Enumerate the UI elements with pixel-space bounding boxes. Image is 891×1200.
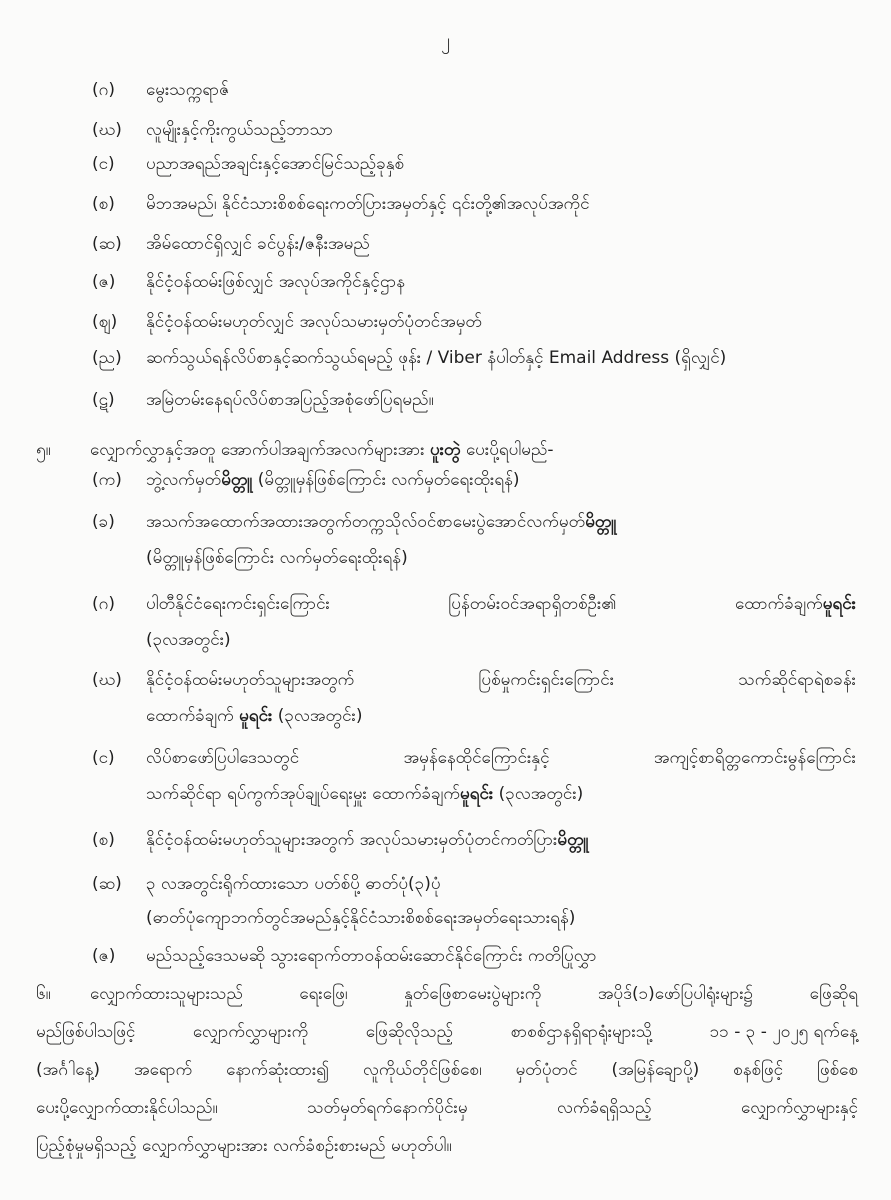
word: လျှောက်လွှာများကို — [192, 1022, 309, 1042]
item-b-text: ၃ လအတွင်းရိုက်ထားသော ပတ်စ်ပို့ ဓာတ်ပုံ(၃)ပုံ — [146, 874, 441, 894]
word: လျှောက်လွှာများနှင့် — [741, 1098, 858, 1118]
para-6-line-3 — [36, 1058, 858, 1082]
item-a-text: ဆက်သွယ်ရန်လိပ်စာနှင့်ဆက်သွယ်ရမည့် ဖုန်း / Viber နံပါတ်နှင့် Email Address (ရှိလျှင်) — [146, 348, 727, 368]
item-b-text — [146, 828, 589, 852]
text-span: ထောက်ခံချက် — [146, 706, 240, 726]
item-a-text: မိဘအမည်၊ နိုင်ငံသားစိစစ်ရေးကတ်ပြားအမှတ်နှင့် ၎င်းတို့၏အလုပ်အကိုင် — [146, 194, 590, 214]
item-a-text: မွေးသက္ကရာဇ် — [146, 80, 230, 100]
item-b-text: မည်သည့်ဒေသမဆို သွားရောက်တာဝန်ထမ်းဆောင်နိုင်ကြောင်း ကတိပြုလွှာ — [146, 946, 597, 966]
para-5-text-after: ပေးပို့ရပါမည်- — [460, 440, 554, 460]
item-b-text — [146, 592, 856, 616]
para-6-line-4 — [36, 1096, 858, 1120]
word: ပြန်တမ်းဝင်အရာရှိတစ်ဦး၏ — [448, 594, 617, 614]
word: ပေးပို့လျှောက်ထားနိုင်ပါသည်။ — [36, 1098, 218, 1118]
word: လူကိုယ်တိုင်ဖြစ်စေ၊ — [362, 1060, 482, 1080]
word: အရောက် — [133, 1060, 193, 1080]
item-a-text: ပညာအရည်အချင်းနှင့်အောင်မြင်သည့်ခုနှစ် — [146, 154, 405, 174]
item-b-text — [146, 668, 856, 692]
text-span: (မိတ္တူမှန်ဖြစ်ကြောင်း လက်မှတ်ရေးထိုးရန်) — [252, 470, 520, 490]
item-b-text-line2: (မိတ္တူမှန်ဖြစ်ကြောင်း လက်မှတ်ရေးထိုးရန်) — [146, 548, 408, 568]
word: နောက်ဆုံးထား၍ — [226, 1060, 330, 1080]
item-b-text-line2: (၃လအတွင်း) — [146, 630, 231, 650]
word: လက်ခံရရှိသည့် — [557, 1098, 652, 1118]
word: သတ်မှတ်ရက်နောက်ပိုင်းမှ — [307, 1098, 468, 1118]
word: သက်ဆိုင်ရာရဲစခန်း — [738, 670, 856, 690]
text-span: နိုင်ငံ့ဝန်ထမ်းမဟုတ်သူများအတွက် အလုပ်သမားမှတ်ပုံတင်ကတ်ပြား — [146, 830, 558, 850]
word: နှုတ်ဖြေစာမေးပွဲများကို — [404, 984, 542, 1004]
word: (အမြန်ချောပို့) — [611, 1060, 700, 1080]
word: နိုင်ငံ့ဝန်ထမ်းမဟုတ်သူများအတွက် — [146, 670, 355, 690]
item-a-label: (ဋ) — [92, 390, 115, 410]
para-5-number: ၅။ — [36, 440, 51, 460]
text-span: သက်ဆိုင်ရာ ရပ်ကွက်အုပ်ချုပ်ရေးမှူး ထောက်ခံချက် — [146, 784, 460, 804]
text-span: ဘွဲ့လက်မှတ် — [146, 470, 222, 490]
para-6-line-1 — [90, 982, 858, 1006]
item-a-text: နိုင်ငံ့ဝန်ထမ်းမဟုတ်လျှင် အလုပ်သမားမှတ်ပုံတင်အမှတ် — [146, 312, 482, 332]
word: အမှန်နေထိုင်ကြောင်းနှင့် — [403, 748, 550, 768]
word: အကျင့်စာရိတ္တကောင်းမွန်ကြောင်း — [653, 748, 856, 768]
page-number: ၂ — [441, 30, 450, 51]
item-a-label: (ည) — [92, 348, 122, 368]
word: အပိုဒ်(၁)ဖော်ပြပါရုံးများ၌ — [597, 984, 754, 1004]
para-6-line-5: ပြည့်စုံမှုမရှိသည့် လျှောက်လွှာများအား လက်ခံစဉ်းစားမည် မဟုတ်ပါ။ — [36, 1136, 452, 1156]
item-a-label: (ဃ) — [92, 120, 122, 140]
item-a-label: (ဂ) — [92, 80, 115, 100]
item-a-text: လူမျိုးနှင့်ကိုးကွယ်သည့်ဘာသာ — [146, 120, 334, 140]
item-b-text — [146, 746, 856, 770]
word: လိပ်စာဖော်ပြပါဒေသတွင် — [146, 748, 300, 768]
item-b-label: (င) — [92, 748, 115, 768]
item-a-label: (ဈ) — [92, 312, 118, 332]
para-5-bold: ပူးတွဲ — [429, 440, 461, 460]
para-6-line-2 — [36, 1020, 858, 1044]
item-a-text: အမြဲတမ်းနေရပ်လိပ်စာအပြည့်အစုံဖော်ပြရမည်။ — [146, 390, 434, 410]
item-b-text — [146, 468, 520, 492]
text-span: အသက်အထောက်အထားအတွက်တက္ကသိုလ်ဝင်စာမေးပွဲအောင်လက်မှတ် — [146, 512, 586, 532]
bold-span: မိတ္တူ — [221, 470, 253, 490]
item-a-label: (င) — [92, 154, 115, 174]
word: (အင်္ဂါနေ့) — [36, 1060, 101, 1080]
bold-span: မူရင်း — [239, 706, 273, 726]
item-b-text — [146, 510, 616, 534]
text-span: (၃လအတွင်း) — [493, 784, 584, 804]
word: ရေးဖြေ၊ — [299, 984, 348, 1004]
word: မှတ်ပုံတင် — [515, 1060, 578, 1080]
word: ဖြေဆိုလိုသည့် — [365, 1022, 454, 1042]
word — [735, 592, 856, 616]
word: ၁၁ - ၃ - ၂၀၂၅ ရက်နေ့ — [709, 1022, 858, 1042]
item-b-label: (ခ) — [92, 512, 115, 532]
item-a-text: နိုင်ငံ့ဝန်ထမ်းဖြစ်လျှင် အလုပ်အကိုင်နှင့်ဌာန — [146, 272, 406, 292]
word: စနစ်ဖြင့် — [733, 1060, 784, 1080]
item-b-label: (ဆ) — [92, 874, 122, 894]
para-5-text-before: လျှောက်လွှာနှင့်အတူ အောက်ပါအချက်အလက်များအား — [90, 440, 430, 460]
word: လျှောက်ထားသူများသည် — [90, 984, 243, 1004]
word: ပြစ်မှုကင်းရှင်းကြောင်း — [478, 670, 615, 690]
item-b-label: (က) — [92, 470, 122, 490]
word: ပါတီနိုင်ငံရေးကင်းရှင်းကြောင်း — [146, 594, 330, 614]
word: မည်ဖြစ်ပါသဖြင့် — [36, 1022, 136, 1042]
item-b-label: (ဇ) — [92, 946, 116, 966]
item-a-label: (စ) — [92, 194, 115, 214]
bold-span: မိတ္တူ — [585, 512, 617, 532]
bold-span: မူရင်း — [460, 784, 494, 804]
item-a-text: အိမ်ထောင်ရှိလျှင် ခင်ပွန်း/ဇနီးအမည် — [146, 234, 370, 254]
item-b-label: (ဃ) — [92, 670, 122, 690]
item-b-text-line2 — [146, 782, 583, 806]
word: စာစစ်ဌာနရှိရာရုံးများသို့ — [510, 1022, 653, 1042]
para-6-number: ၆။ — [36, 984, 51, 1004]
item-b-text-line2 — [146, 704, 362, 728]
bold-span: မူရင်း — [822, 594, 856, 614]
para-5-text — [90, 438, 554, 462]
text-span: (၃လအတွင်း) — [272, 706, 363, 726]
item-b-label: (ဂ) — [92, 594, 115, 614]
item-a-label: (ဇ) — [92, 272, 116, 292]
item-b-text-line2: (ဓာတ်ပုံကျောဘက်တွင်အမည်နှင့်နိုင်ငံသားစိစစ်ရေးအမှတ်ရေးသားရန်) — [146, 908, 576, 928]
bold-span: မိတ္တူ — [557, 830, 589, 850]
item-a-label: (ဆ) — [92, 234, 122, 254]
item-b-label: (စ) — [92, 830, 115, 850]
word: ဖြစ်စေ — [817, 1060, 858, 1080]
word: ဖြေဆိုရ — [809, 984, 858, 1004]
text-span: ထောက်ခံချက် — [735, 594, 823, 614]
